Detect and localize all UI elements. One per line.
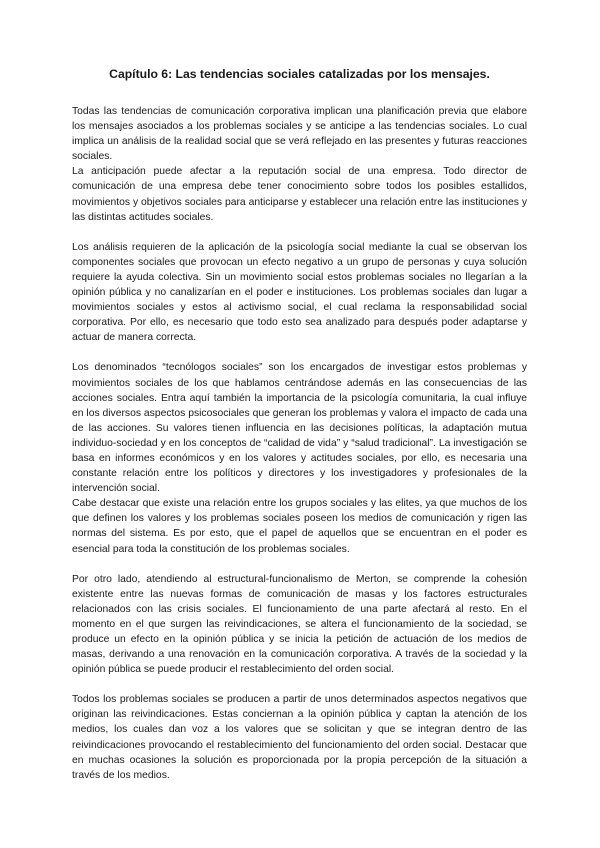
paragraph: Todas las tendencias de comunicación corporativa implican una planificación previa que elabore los mensajes asociados a los problemas sociales y se anticipe a las tendencias sociales. Lo cual implica un análisis de la realidad social que se verá reflejado en las presentes y futuras reacciones sociales. xyxy=(72,106,527,163)
paragraph: La anticipación puede afectar a la reputación social de una empresa. Todo director de comunicación de una empresa debe tener conocimiento sobre todos los posibles estallidos, movimientos y objetivos sociales para anticiparse y establecer una relación entre las instituciones y las distintas actitudes sociales. xyxy=(72,166,527,223)
document-page xyxy=(72,66,527,783)
chapter-title: Capítulo 6: Las tendencias sociales catalizadas por los mensajes. xyxy=(109,67,490,81)
paragraph: Por otro lado, atendiendo al estructural-funcionalismo de Merton, se comprende la cohesión existente entre las nuevas formas de comunicación de masas y los factores estructurales relacionados con las crisis sociales. El funcionamiento de una parte afectará al resto. En el momento en el que surgen las reivindicaciones, se altera el funcionamiento de la sociedad, se produce un efecto en la opinión pública y se inicia la petición de actuación de los medios de masas, derivando a una renovación en la comunicación corporativa. A través de la sociedad y la opinión pública se puede producir el restablecimiento del orden social. xyxy=(72,573,527,676)
paragraph: Cabe destacar que existe una relación entre los grupos sociales y las elites, ya que muchos de los que definen los valores y los problemas sociales poseen los medios de comunicación y rigen las normas del sistema. Es por esto, que el papel de aquellos que se encuentran en el poder es esencial para toda la constitución de los problemas sociales. xyxy=(72,498,527,555)
paragraph-gap xyxy=(72,557,527,572)
paragraph: Los análisis requieren de la aplicación de la psicología social mediante la cual se observan los componentes sociales que provocan un efecto negativo a un grupo de personas y cuya solución requiere la ayuda colectiva. Sin un movimiento social estos problemas sociales no llegarían a la opinión pública y no canalizarían en el poder e instituciones. Los problemas sociales dan lugar a movimientos sociales y estos al activismo social, el cual reclama la responsabilidad social corporativa. Por ello, es necesario que todo esto sea analizado para después poder adaptarse y actuar de manera correcta. xyxy=(72,241,527,344)
paragraph-gap xyxy=(72,225,527,240)
paragraph: Los denominados “tecnólogos sociales” son los encargados de investigar estos problemas y movimientos sociales de los que hablamos centrándose además en las consecuencias de las acciones sociales. Entra aquí también la importancia de la psicología comunitaria, la cual influye en los diversos aspectos psicosociales que generan los problemas y valora el impacto de cada una de las acciones. Su valores tienen influencia en las decisiones políticas, la adaptación mutua individuo-sociedad y en los conceptos de “calidad de vida” y “salud tradicional”. La investigación se basa en informes económicos y en los valores y actitudes sociales, por ello, es necesaria una constante relación entre los políticos y directores y los investigadores y profesionales de la intervención social. xyxy=(72,362,527,495)
paragraph: Todos los problemas sociales se producen a partir de unos determinados aspectos negativos que originan las reivindicaciones. Estas conciernan a la opinión pública y captan la atención de los medios, los cuales dan voz a los valores que se solicitan y que se integran dentro de las reivindicaciones provocando el restablecimiento del funcionamiento del orden social. Destacar que en muchas ocasiones la solución es proporcionada por la propia percepción de la situación a través de los medios. xyxy=(72,694,527,781)
paragraph-gap xyxy=(72,345,527,360)
paragraph-gap xyxy=(72,677,527,692)
